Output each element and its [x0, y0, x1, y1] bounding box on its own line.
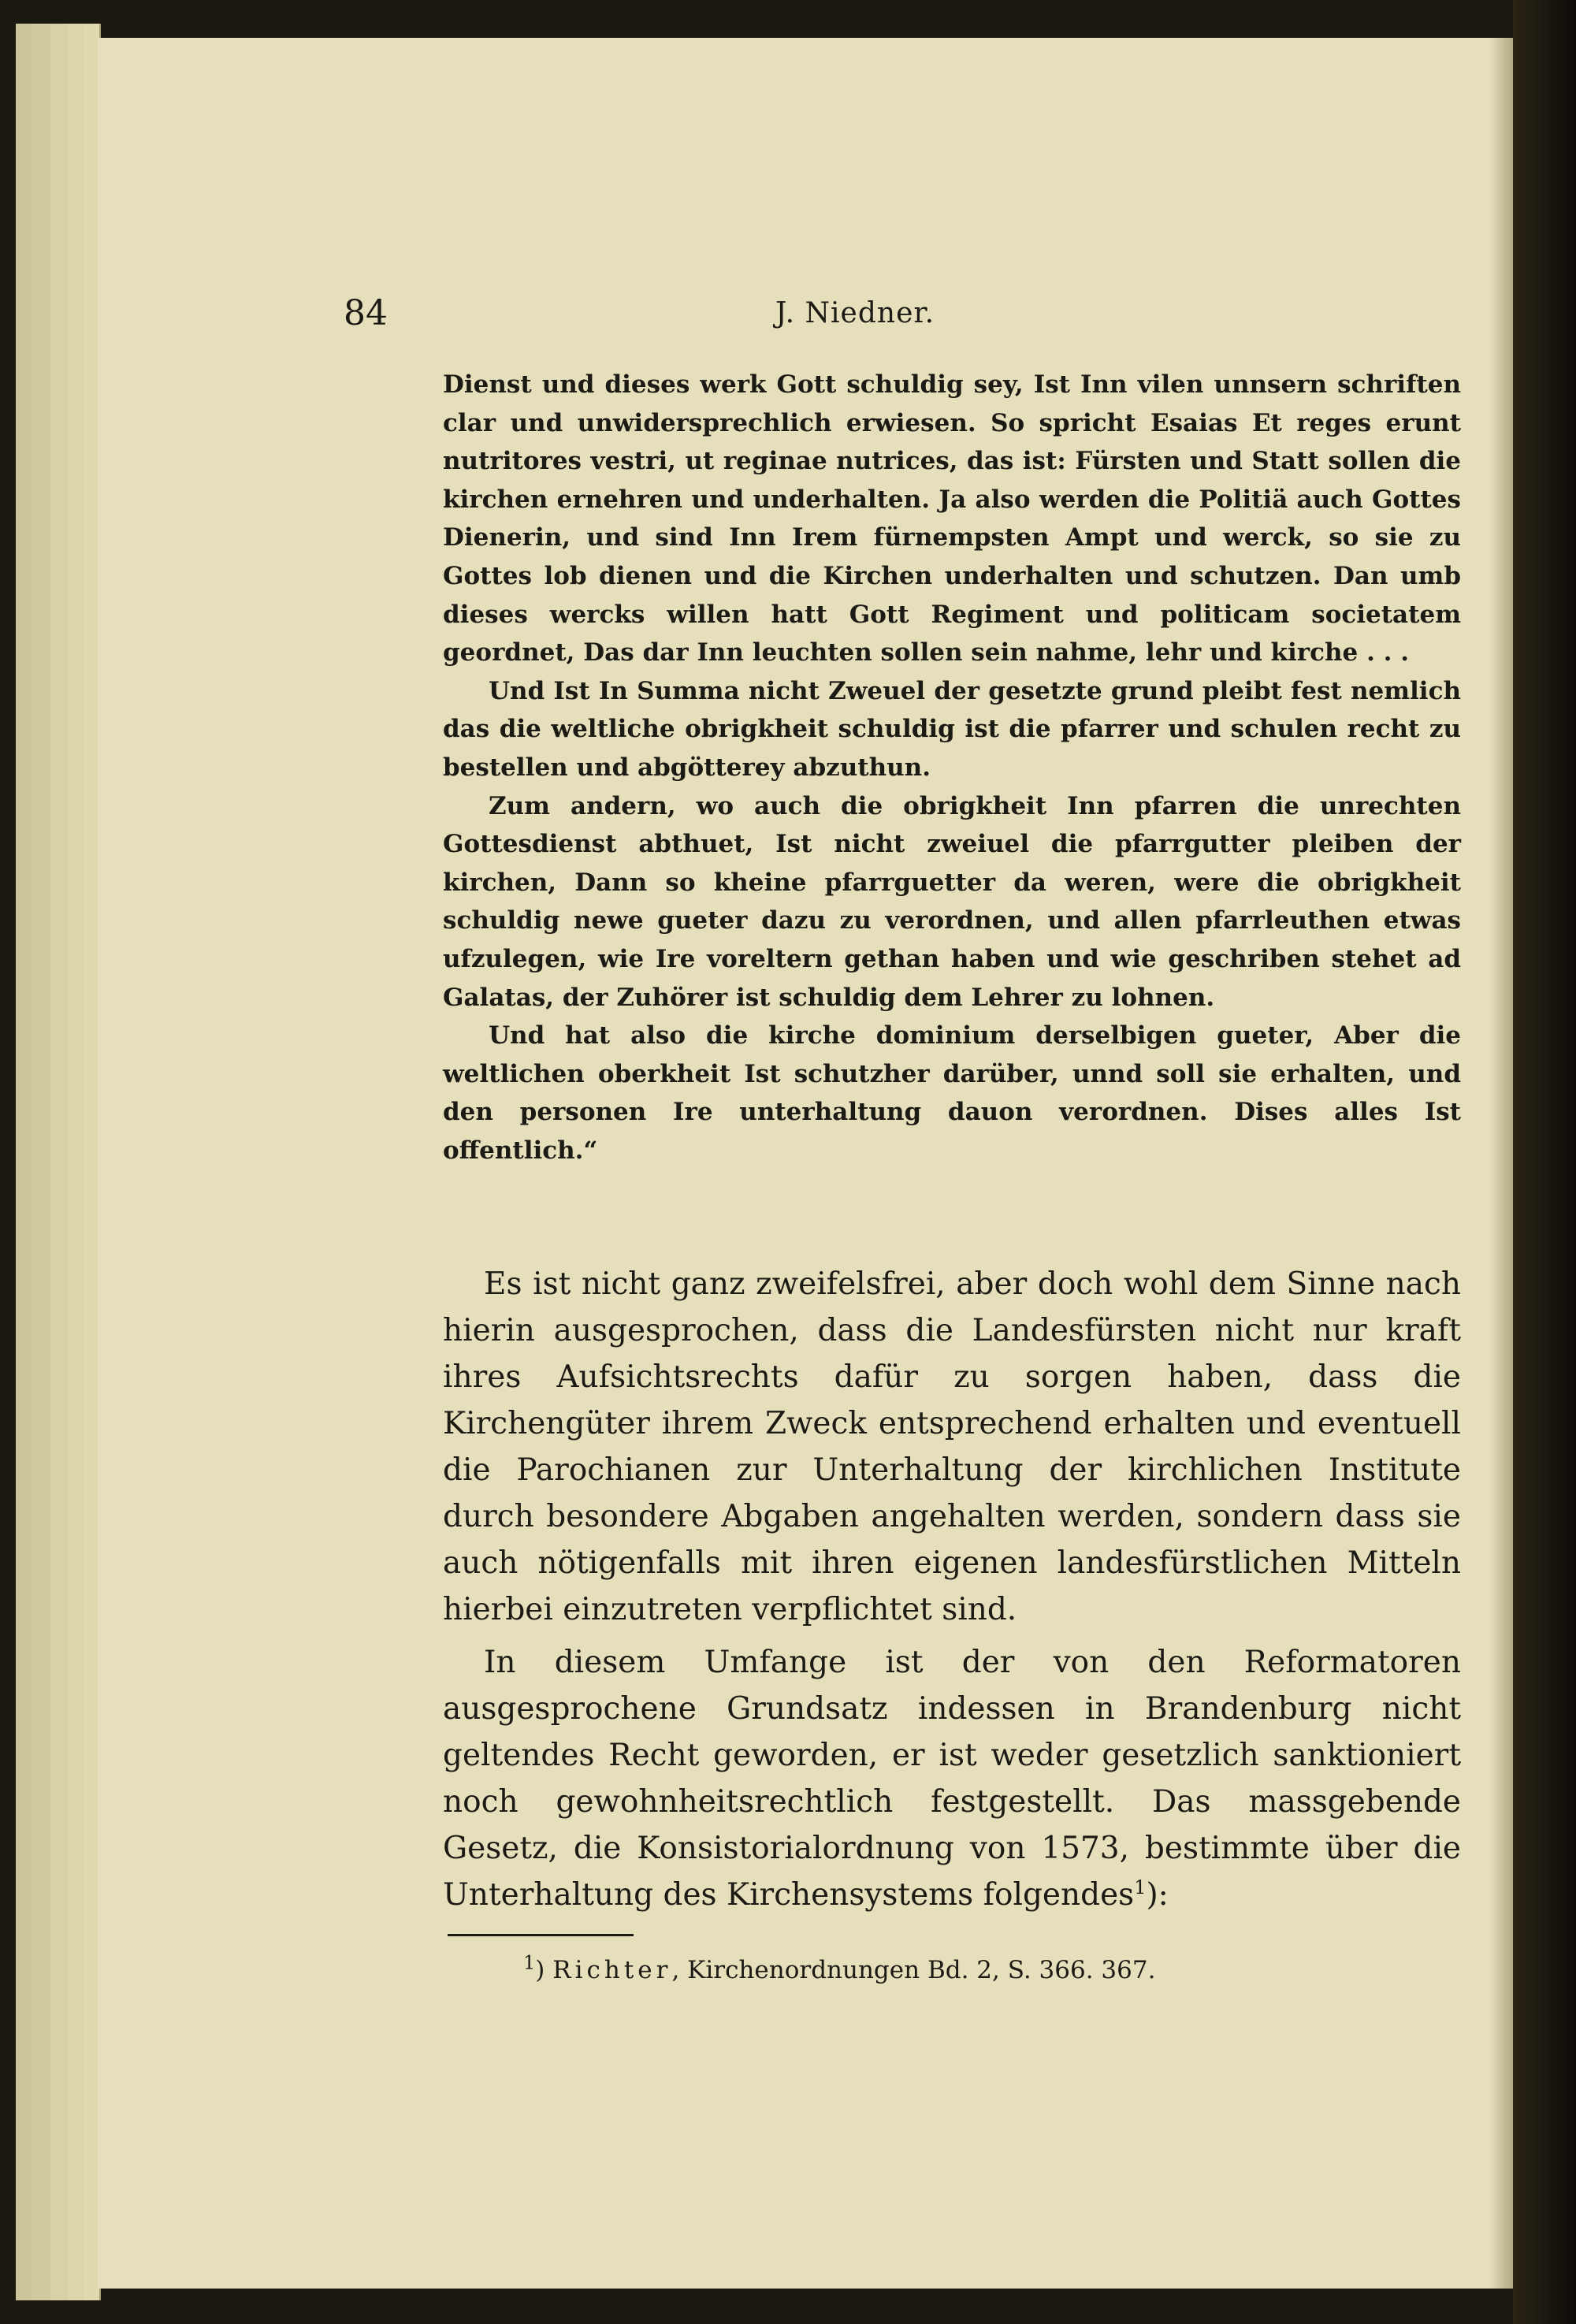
body-paragraph-end: ): [1146, 1877, 1169, 1913]
main-text [443, 1261, 1461, 1918]
footnote-marker: 1 [523, 1951, 536, 1974]
quote-paragraph: Und hat also die kirche dominium derselbigen gueter, Aber die weltlichen oberkheit Ist schutzher darüber, unnd soll sie erhalten, und den personen Ire unterhaltung dauon verordnen. Dises alles Ist offentlich.“ [443, 1021, 1461, 1165]
quoted-passage [443, 366, 1461, 1169]
footnote-author: Richter [552, 1956, 672, 1984]
footnote-reference[interactable]: 1 [1134, 1876, 1147, 1898]
book-page [98, 38, 1513, 2289]
page-edge [16, 24, 33, 2300]
page-edge [68, 24, 85, 2300]
footnote-divider [448, 1934, 634, 1936]
running-head: J. Niedner. [775, 297, 935, 329]
quote-paragraph: Dienst und dieses werk Gott schuldig sey, Ist Inn vilen unnsern schriften clar und unwidersprechlich erwiesen. So spricht Esaias Et reges erunt nutritores vestri, ut reginae nutrices, das ist: Fürsten und Statt sollen die kirchen ernehren und underhalten. Ja also werden die Politiä auch Gottes Dienerin, und sind Inn Irem fürnempsten Ampt und werck, so sie zu Gottes lob dienen und die Kirchen underhalten und schutzen. Dan umb dieses wercks willen hatt Gott Regiment und politicam societatem geordnet, Das dar Inn leuchten sollen sein nahme, lehr und kirche . . . [443, 370, 1461, 667]
body-paragraph-text: In diesem Umfange ist der von den Reformatoren ausgesprochene Grundsatz indessen in Brandenburg nicht geltendes Recht geworden, er ist weder gesetzlich sanktioniert noch gewohnheitsrechtlich festgestellt. Das massgebende Gesetz, die Konsistorialordnung von 1573, bestimmte über die Unterhaltung des Kirchensystems folgendes [443, 1645, 1461, 1913]
body-paragraph [443, 1639, 1461, 1918]
page-header [98, 292, 1513, 336]
quote-paragraph: Zum andern, wo auch die obrigkheit Inn pfarren die unrechten Gottesdienst abthuet, Ist nicht zweiuel die pfarrgutter pleiben der kirchen, Dann so kheine pfarrguetter da weren, were die obrigkheit schuldig newe gueter dazu zu verordnen, und allen pfarrleuthen etwas ufzulegen, wie Ire voreltern gethan haben und wie geschriben stehet ad Galatas, der Zuhörer ist schuldig dem Lehrer zu lohnen. [443, 791, 1461, 1012]
book-binding [1513, 0, 1576, 2324]
quote-paragraph: Und Ist In Summa nicht Zweuel der gesetzte grund pleibt fest nemlich das die weltliche obrigkheit schuldig ist die pfarrer und schulen recht zu bestellen und abgötterey abzuthun. [443, 676, 1461, 782]
body-paragraph: Es ist nicht ganz zweifelsfrei, aber doch wohl dem Sinne nach hierin ausgesprochen, dass die Landesfürsten nicht nur kraft ihres Aufsichtsrechts dafür zu sorgen haben, dass die Kirchengüter ihrem Zweck entsprechend erhalten und eventuell die Parochianen zur Unterhaltung der kirchlichen Institute durch besondere Abgaben angehalten werden, sondern dass sie auch nötigenfalls mit ihren eigenen landesfürstlichen Mitteln hierbei einzutreten verpflichtet sind. [443, 1266, 1461, 1627]
footnote-text: , Kirchenordnungen Bd. 2, S. 366. 367. [671, 1956, 1156, 1984]
footnote-marker-close: ) [535, 1956, 545, 1984]
footnote [523, 1951, 1461, 1989]
page-number: 84 [344, 293, 388, 333]
page-edge [50, 24, 69, 2300]
page-edge [32, 24, 52, 2300]
